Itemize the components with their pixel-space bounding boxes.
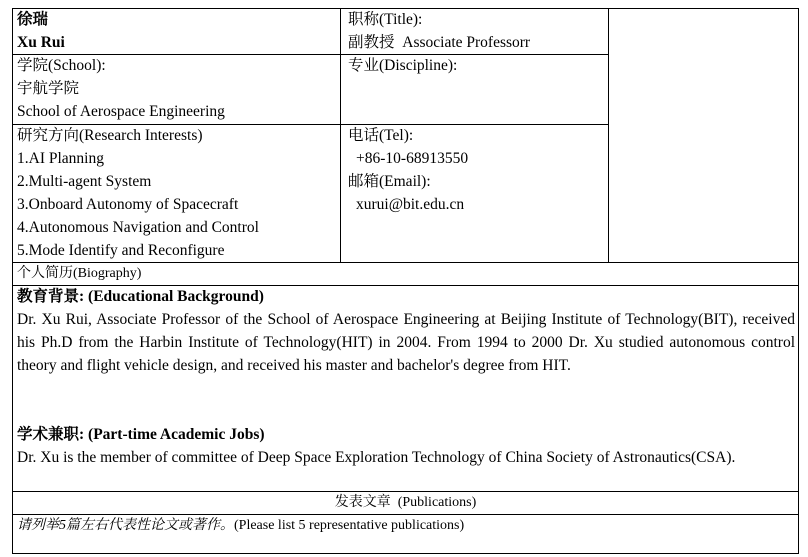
email-value[interactable]: xurui@bit.edu.cn — [356, 196, 465, 213]
title-value: 副教授 Associate Professorr — [348, 34, 531, 51]
school-label: 学院(School): — [17, 57, 106, 74]
research-item: 3.Onboard Autonomy of Spacecraft — [17, 196, 239, 213]
instruction-en: (Please list 5 representative publications) — [234, 518, 465, 533]
instruction-cn: 请列举5篇左右代表性论文或著作。 — [17, 518, 234, 533]
research-item: 1.AI Planning — [17, 150, 104, 167]
school-en: School of Aerospace Engineering — [17, 103, 225, 120]
biography-label: 个人简历(Biography) — [17, 266, 142, 281]
education-heading: 教育背景: (Educational Background) — [17, 288, 264, 305]
research-item: 5.Mode Identify and Reconfigure — [17, 242, 225, 259]
school-cn: 宇航学院 — [17, 80, 80, 97]
tel-value: +86-10-68913550 — [356, 150, 469, 167]
tel-label: 电话(Tel): — [348, 127, 414, 144]
publications-label: 发表文章 (Publications) — [334, 495, 477, 510]
email-label: 邮箱(Email): — [348, 173, 431, 190]
parttime-text: Dr. Xu is the member of committee of Deep Space Exploration Technology of China Society of Astronautics(CSA). — [17, 449, 736, 466]
name-en: Xu Rui — [17, 34, 65, 51]
title-label: 职称(Title): — [348, 11, 423, 28]
discipline-label: 专业(Discipline): — [348, 57, 458, 74]
research-item: 4.Autonomous Navigation and Control — [17, 219, 259, 236]
research-label: 研究方向(Research Interests) — [17, 127, 203, 144]
publications-instruction — [17, 515, 464, 537]
research-item: 2.Multi-agent System — [17, 173, 152, 190]
name-cn: 徐瑞 — [17, 11, 49, 28]
parttime-heading: 学术兼职: (Part-time Academic Jobs) — [17, 426, 265, 443]
photo-cell — [608, 8, 799, 263]
education-text: Dr. Xu Rui, Associate Professor of the School of Aerospace Engineering at Beijing Institute of Technology(BIT), received his Ph.D from the Harbin Institute of Technology(HIT) in 2004. From 1994 to 2000 Dr. Xu studied autonomous control theory and flight vehicle design, and received his master and bachelor's degree from HIT. — [17, 311, 795, 374]
